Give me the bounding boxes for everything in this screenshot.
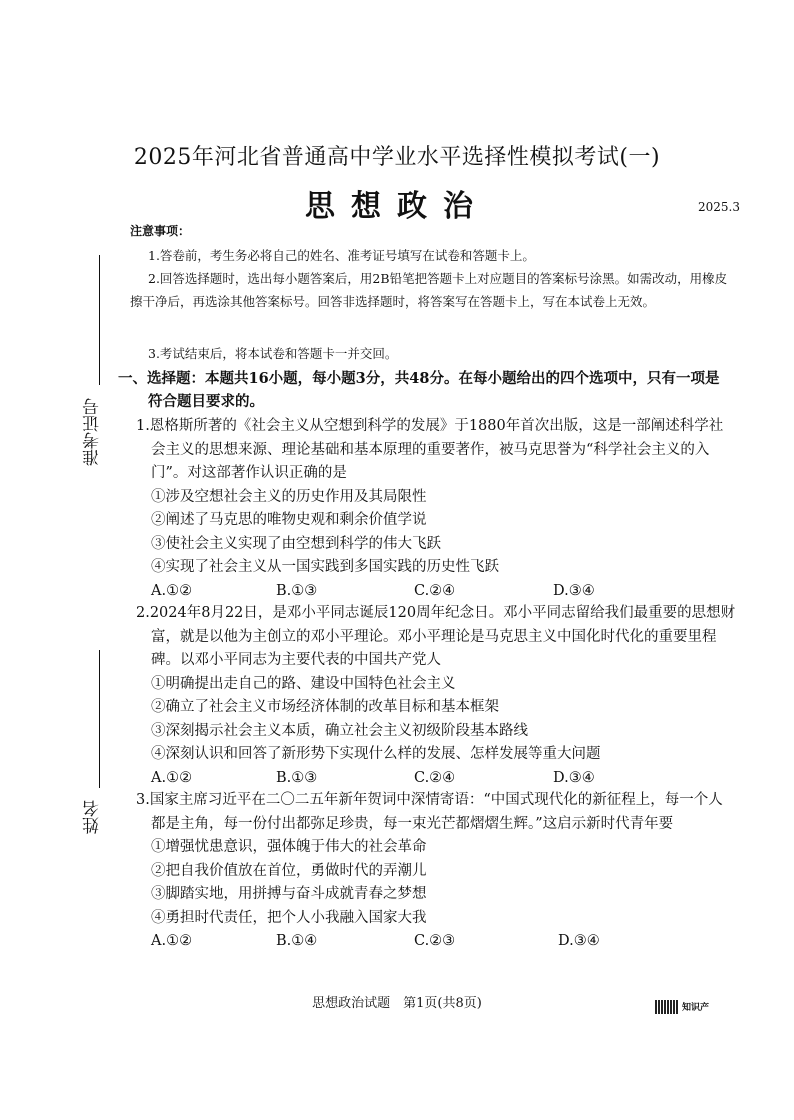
answer-choices [136,580,736,604]
option: ④深刻认识和回答了新形势下实现什么样的发展、怎样发展等重大问题 [151,746,601,762]
question-stem: 1.恩格斯所著的《社会主义从空想到科学的发展》于1880年首次出版，这是一部阐述科学社会主义的思想来源、理论基础和基本原理的重要著作，被马克思誉为“科学社会主义的入门”。对这部著作认识正确的是 [136,418,724,481]
option: ③脚踏实地，用拼搏与奋斗成就青春之梦想 [151,886,427,902]
question-1 [136,415,736,604]
question-2 [136,602,736,791]
option: ①涉及空想社会主义的历史作用及其局限性 [151,488,427,505]
name-line [99,650,100,788]
logo-text: 知识产 [682,1003,710,1013]
section-heading: 一、选择题：本题共16小题，每小题3分，共48分。在每小题给出的四个选项中，只有一项是符合题目要求的。 [118,370,720,410]
question-stem: 2.2024年8月22日，是邓小平同志诞辰120周年纪念日。邓小平同志留给我们最重要的思想财富，就是以他为主创立的邓小平理论。邓小平理论是马克思主义中国化时代化的重要里程碑。以邓小平同志为主要代表的中国共产党人 [136,605,736,668]
option: ①增强忧患意识，强体魄于伟大的社会革命 [151,839,427,855]
choice-a: A.①② [151,769,193,786]
exam-id-line [99,255,100,385]
exam-date: 2025.3 [698,200,740,214]
choice-d: D.③④ [558,933,600,949]
option: ③深刻揭示社会主义本质，确立社会主义初级阶段基本路线 [151,722,528,739]
exam-id-label: 准考证号 [83,398,103,466]
option: ④实现了社会主义从一国实践到多国实践的历史性飞跃 [151,559,499,575]
option: ③使社会主义实现了由空想到科学的伟大飞跃 [151,535,441,552]
question-stem: 3.国家主席习近平在二〇二五年新年贺词中深情寄语：“中国式现代化的新征程上，每一个人都是主角，每一份付出都弥足珍贵，每一束光芒都熠熠生辉。”这启示新时代青年要 [136,792,723,832]
notice-item: 1.答卷前，考生务必将自己的姓名、准考证号填写在试卷和答题卡上。 [148,248,535,263]
option: ④勇担时代责任，把个人小我融入国家大我 [151,909,427,926]
option: ②把自我价值放在首位，勇做时代的弄潮儿 [151,862,427,879]
notice-title: 注意事项： [130,224,191,238]
question-3 [136,789,736,954]
choice-c: C.②④ [414,769,456,786]
choice-b: B.①③ [276,769,318,786]
choice-c: C.②③ [414,933,456,949]
qr-code-icon [655,1000,679,1014]
option: ①明确提出走自己的路、建设中国特色社会主义 [151,675,456,692]
choice-c: C.②④ [414,582,456,599]
name-label: 姓名 [83,800,103,834]
subject-title: 思想政治 [305,189,489,224]
answer-choices [136,930,736,954]
choice-b: B.①③ [276,582,318,599]
answer-choices [136,767,736,791]
page-footer: 思想政治试题 第1页(共8页) [312,996,482,1011]
notice-item: 3.考试结束后，将本试卷和答题卡一并交回。 [148,346,398,361]
notice-item: 2.回答选择题时，选出每小题答案后，用2B铅笔把答题卡上对应题目的答案标号涂黑。如需改动，用橡皮擦干净后，再选涂其他答案标号。回答非选择题时，将答案写在答题卡上，写在本试卷上无效。 [130,271,728,309]
choice-a: A.①② [151,582,193,599]
choice-d: D.③④ [553,769,595,786]
choice-a: A.①② [151,933,193,949]
choice-b: B.①④ [276,933,318,949]
option: ②阐述了马克思的唯物史观和剩余价值学说 [151,512,427,528]
exam-title: 2025年河北省普通高中学业水平选择性模拟考试(一) [133,145,661,170]
watermark-logo [655,1000,735,1014]
choice-d: D.③④ [553,582,595,599]
option: ②确立了社会主义市场经济体制的改革目标和基本框架 [151,699,499,715]
